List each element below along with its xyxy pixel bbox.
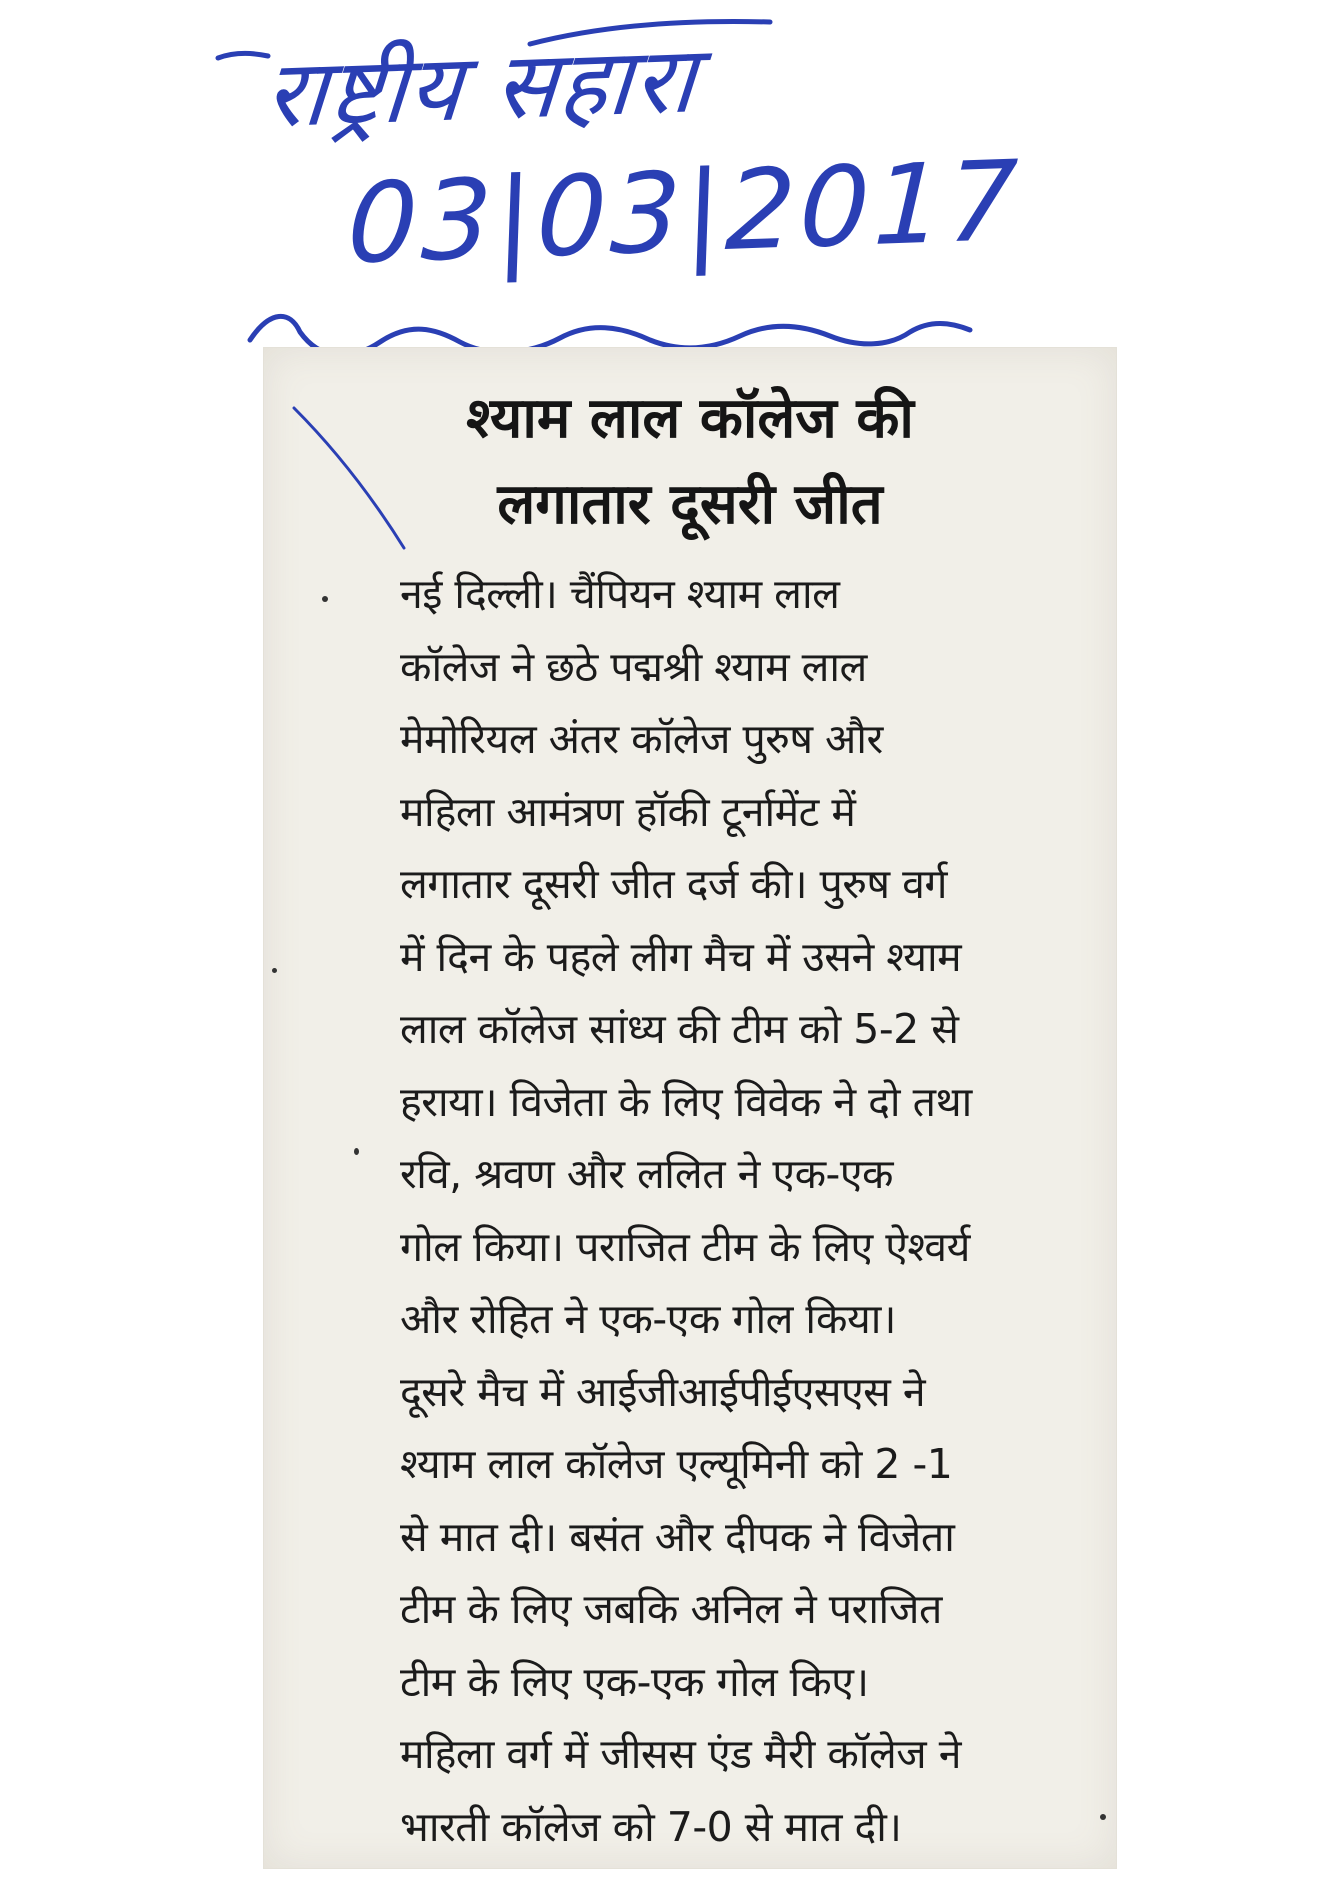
headline-line: लगातार दूसरी जीत: [497, 472, 883, 537]
body-line: और रोहित ने एक-एक गोल किया।: [400, 1295, 896, 1343]
body-line: श्याम लाल कॉलेज एल्यूमिनी को 2 -1: [400, 1440, 953, 1488]
body-line: दूसरे मैच में आईजीआईपीईएसएस ने: [400, 1367, 926, 1416]
print-speck: [272, 968, 277, 973]
print-speck: [354, 1148, 359, 1155]
newspaper-clipping: [264, 348, 1116, 1868]
body-line: महिला आमंत्रण हॉकी टूर्नामेंट में: [400, 787, 856, 836]
body-line: से मात दी। बसंत और दीपक ने विजेता: [400, 1512, 955, 1561]
print-speck: [322, 596, 328, 602]
handwritten-annotation: [210, 10, 1024, 380]
body-line: टीम के लिए एक-एक गोल किए।: [400, 1657, 869, 1706]
body-line: भारती कॉलेज को 7-0 से मात दी।: [400, 1802, 902, 1851]
headline-line: श्याम लाल कॉलेज की: [466, 386, 914, 451]
article-body: [400, 558, 1100, 1863]
body-line: महिला वर्ग में जीसस एंड मैरी कॉलेज ने: [400, 1730, 962, 1778]
body-line: हराया। विजेता के लिए विवेक ने दो तथा: [400, 1077, 972, 1126]
body-line: लगातार दूसरी जीत दर्ज की। पुरुष वर्ग: [400, 860, 947, 908]
body-line: लाल कॉलेज सांध्य की टीम को 5-2 से: [400, 1005, 959, 1053]
body-line: रवि, श्रवण और ललित ने एक-एक: [400, 1150, 894, 1198]
pen-stroke: [264, 348, 484, 578]
body-line: टीम के लिए जबकि अनिल ने पराजित: [400, 1585, 942, 1633]
handwritten-newspaper-name: राष्ट्रीय सहारा: [261, 25, 701, 149]
body-line: गोल किया। पराजित टीम के लिए ऐश्वर्य: [400, 1222, 970, 1271]
body-line: नई दिल्ली। चैंपियन श्याम लाल: [400, 570, 840, 618]
body-line: में दिन के पहले लीग मैच में उसने श्याम: [400, 932, 962, 981]
body-line: मेमोरियल अंतर कॉलेज पुरुष और: [400, 715, 883, 763]
handwritten-date: 03|03|2017: [345, 136, 1024, 289]
body-line: कॉलेज ने छठे पद्मश्री श्याम लाल: [400, 642, 867, 691]
print-speck: [1100, 1814, 1106, 1820]
